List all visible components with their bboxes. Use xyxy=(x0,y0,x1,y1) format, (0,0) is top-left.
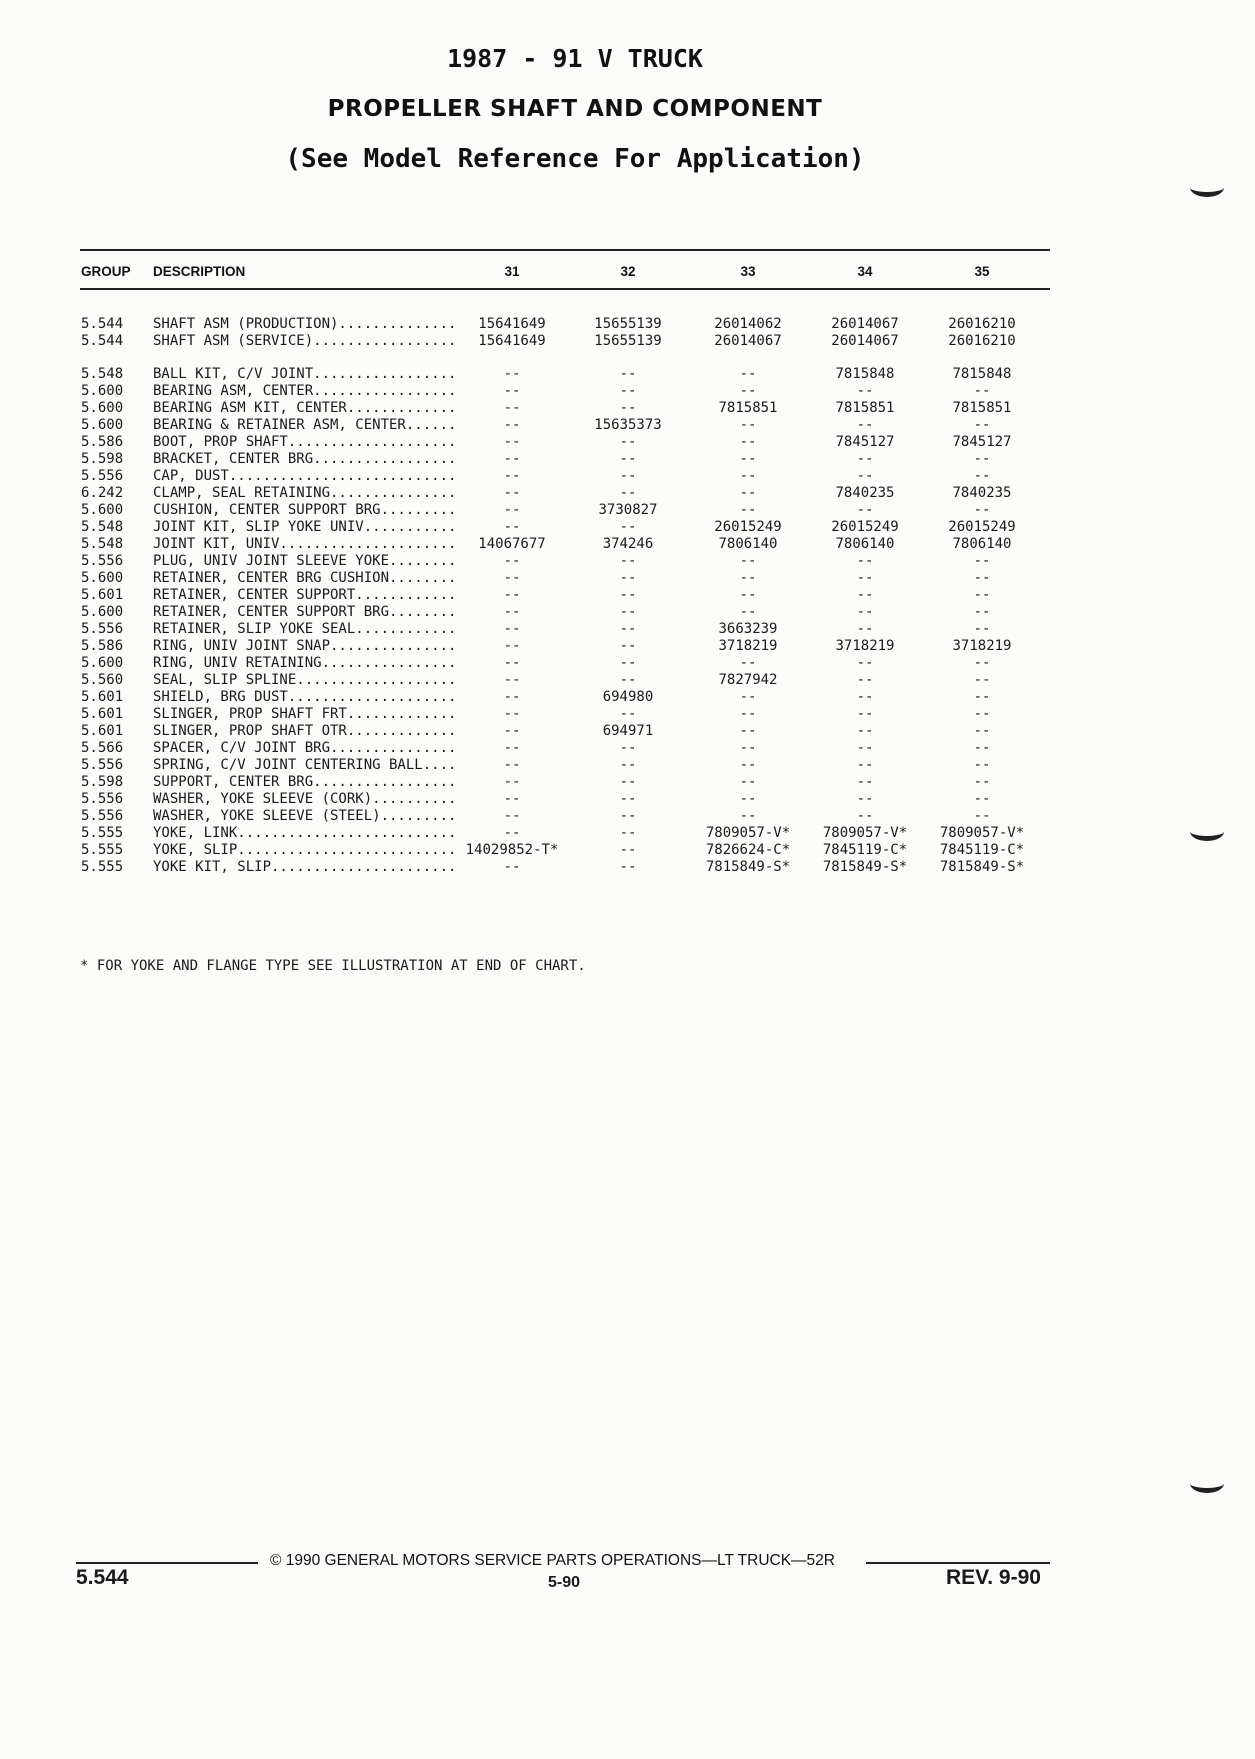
group-cell: 5.601 xyxy=(81,587,124,603)
group-cell: 5.556 xyxy=(81,791,124,807)
value-cell-32: -- xyxy=(619,774,637,790)
value-cell-34: -- xyxy=(856,723,874,739)
table-row xyxy=(0,570,1100,587)
value-cell-32: 694980 xyxy=(602,689,654,705)
description-cell: SHAFT ASM (SERVICE)................. xyxy=(153,333,457,349)
value-cell-32: -- xyxy=(619,570,637,586)
description-cell: RETAINER, SLIP YOKE SEAL............ xyxy=(153,621,457,637)
group-cell: 5.600 xyxy=(81,570,124,586)
value-cell-34: -- xyxy=(856,570,874,586)
value-cell-33: 26014067 xyxy=(714,333,782,349)
description-cell: RETAINER, CENTER SUPPORT............ xyxy=(153,587,457,603)
value-cell-34: 7845119-C* xyxy=(822,842,908,858)
group-cell: 5.586 xyxy=(81,434,124,450)
header-group: GROUP xyxy=(81,264,131,279)
value-cell-31: -- xyxy=(503,723,521,739)
description-cell: RETAINER, CENTER BRG CUSHION........ xyxy=(153,570,457,586)
value-cell-32: -- xyxy=(619,383,637,399)
value-cell-33: 7827942 xyxy=(718,672,778,688)
group-cell: 5.556 xyxy=(81,621,124,637)
value-cell-32: -- xyxy=(619,553,637,569)
description-cell: RETAINER, CENTER SUPPORT BRG........ xyxy=(153,604,457,620)
value-cell-31: -- xyxy=(503,672,521,688)
value-cell-34: -- xyxy=(856,774,874,790)
value-cell-32: -- xyxy=(619,825,637,841)
value-cell-34: -- xyxy=(856,604,874,620)
description-cell: SEAL, SLIP SPLINE................... xyxy=(153,672,457,688)
table-header-rule xyxy=(80,288,1050,290)
value-cell-33: -- xyxy=(739,808,757,824)
page-title: 1987 - 91 V TRUCK xyxy=(447,44,703,73)
group-cell: 5.548 xyxy=(81,366,124,382)
value-cell-35: -- xyxy=(973,655,991,671)
group-cell: 5.544 xyxy=(81,316,124,332)
value-cell-32: -- xyxy=(619,757,637,773)
value-cell-32: -- xyxy=(619,621,637,637)
value-cell-35: -- xyxy=(973,774,991,790)
binder-hole-top xyxy=(1190,178,1224,197)
table-row xyxy=(0,825,1100,842)
value-cell-35: 26016210 xyxy=(948,316,1016,332)
value-cell-35: 3718219 xyxy=(952,638,1012,654)
description-cell: WASHER, YOKE SLEEVE (STEEL)......... xyxy=(153,808,457,824)
value-cell-32: -- xyxy=(619,842,637,858)
value-cell-34: -- xyxy=(856,587,874,603)
value-cell-31: -- xyxy=(503,553,521,569)
group-cell: 5.555 xyxy=(81,859,124,875)
table-row xyxy=(0,757,1100,774)
value-cell-33: 7815851 xyxy=(718,400,778,416)
value-cell-34: 26015249 xyxy=(831,519,899,535)
value-cell-34: -- xyxy=(856,757,874,773)
copyright-line: © 1990 GENERAL MOTORS SERVICE PARTS OPERATIONS—LT TRUCK—52R xyxy=(270,1552,835,1569)
value-cell-34: -- xyxy=(856,740,874,756)
description-cell: SLINGER, PROP SHAFT OTR............. xyxy=(153,723,457,739)
value-cell-34: 7815848 xyxy=(835,366,895,382)
table-row xyxy=(0,655,1100,672)
value-cell-35: 26015249 xyxy=(948,519,1016,535)
group-cell: 6.242 xyxy=(81,485,124,501)
value-cell-31: 14067677 xyxy=(478,536,546,552)
value-cell-32: -- xyxy=(619,859,637,875)
group-cell: 5.555 xyxy=(81,825,124,841)
group-cell: 5.601 xyxy=(81,706,124,722)
group-cell: 5.548 xyxy=(81,536,124,552)
value-cell-31: -- xyxy=(503,808,521,824)
description-cell: BEARING & RETAINER ASM, CENTER...... xyxy=(153,417,457,433)
page-subtitle: PROPELLER SHAFT AND COMPONENT xyxy=(327,96,823,122)
value-cell-32: 15655139 xyxy=(594,333,662,349)
table-row xyxy=(0,383,1100,400)
description-cell: BOOT, PROP SHAFT.................... xyxy=(153,434,457,450)
value-cell-33: -- xyxy=(739,417,757,433)
table-row xyxy=(0,333,1100,350)
value-cell-32: 3730827 xyxy=(598,502,658,518)
value-cell-31: -- xyxy=(503,434,521,450)
header-col-35: 35 xyxy=(974,264,990,279)
description-cell: BEARING ASM, CENTER................. xyxy=(153,383,457,399)
table-row xyxy=(0,553,1100,570)
header-col-34: 34 xyxy=(857,264,873,279)
table-row xyxy=(0,808,1100,825)
table-row xyxy=(0,519,1100,536)
value-cell-35: -- xyxy=(973,383,991,399)
revision-label: REV. 9-90 xyxy=(946,1566,1041,1589)
value-cell-35: -- xyxy=(973,553,991,569)
value-cell-31: -- xyxy=(503,587,521,603)
value-cell-31: -- xyxy=(503,774,521,790)
value-cell-33: 7826624-C* xyxy=(705,842,791,858)
group-cell: 5.600 xyxy=(81,655,124,671)
group-cell: 5.601 xyxy=(81,723,124,739)
description-cell: BALL KIT, C/V JOINT................. xyxy=(153,366,457,382)
value-cell-35: -- xyxy=(973,740,991,756)
value-cell-33: 7806140 xyxy=(718,536,778,552)
value-cell-31: -- xyxy=(503,485,521,501)
value-cell-33: -- xyxy=(739,740,757,756)
value-cell-32: 374246 xyxy=(602,536,654,552)
value-cell-34: 7815849-S* xyxy=(822,859,908,875)
value-cell-35: 7815849-S* xyxy=(939,859,1025,875)
value-cell-34: 3718219 xyxy=(835,638,895,654)
value-cell-33: 3718219 xyxy=(718,638,778,654)
value-cell-34: 7806140 xyxy=(835,536,895,552)
binder-hole-middle xyxy=(1190,822,1224,841)
group-cell: 5.600 xyxy=(81,417,124,433)
value-cell-32: -- xyxy=(619,808,637,824)
group-cell: 5.560 xyxy=(81,672,124,688)
value-cell-35: 7845119-C* xyxy=(939,842,1025,858)
value-cell-34: 7840235 xyxy=(835,485,895,501)
value-cell-33: -- xyxy=(739,604,757,620)
value-cell-34: 7809057-V* xyxy=(822,825,908,841)
table-row xyxy=(0,604,1100,621)
description-cell: YOKE, SLIP.......................... xyxy=(153,842,457,858)
value-cell-31: 14029852-T* xyxy=(465,842,559,858)
value-cell-31: -- xyxy=(503,825,521,841)
group-cell: 5.600 xyxy=(81,502,124,518)
value-cell-33: -- xyxy=(739,655,757,671)
value-cell-31: -- xyxy=(503,757,521,773)
value-cell-32: 15655139 xyxy=(594,316,662,332)
value-cell-31: -- xyxy=(503,570,521,586)
value-cell-31: -- xyxy=(503,859,521,875)
value-cell-35: -- xyxy=(973,706,991,722)
group-cell: 5.598 xyxy=(81,774,124,790)
value-cell-32: -- xyxy=(619,485,637,501)
value-cell-34: 26014067 xyxy=(831,333,899,349)
group-cell: 5.600 xyxy=(81,604,124,620)
group-cell: 5.600 xyxy=(81,400,124,416)
table-top-rule xyxy=(80,249,1050,251)
description-cell: SPACER, C/V JOINT BRG............... xyxy=(153,740,457,756)
group-cell: 5.586 xyxy=(81,638,124,654)
description-cell: PLUG, UNIV JOINT SLEEVE YOKE........ xyxy=(153,553,457,569)
value-cell-35: -- xyxy=(973,468,991,484)
value-cell-33: -- xyxy=(739,757,757,773)
value-cell-32: -- xyxy=(619,400,637,416)
footnote: * FOR YOKE AND FLANGE TYPE SEE ILLUSTRATION AT END OF CHART. xyxy=(80,958,586,974)
value-cell-35: -- xyxy=(973,672,991,688)
value-cell-34: 7845127 xyxy=(835,434,895,450)
value-cell-34: -- xyxy=(856,468,874,484)
group-cell: 5.556 xyxy=(81,468,124,484)
value-cell-33: -- xyxy=(739,383,757,399)
page-group-number: 5.544 xyxy=(76,1566,129,1589)
value-cell-34: -- xyxy=(856,655,874,671)
header-col-33: 33 xyxy=(740,264,756,279)
table-row xyxy=(0,400,1100,417)
value-cell-32: -- xyxy=(619,587,637,603)
value-cell-31: -- xyxy=(503,604,521,620)
value-cell-32: -- xyxy=(619,366,637,382)
value-cell-32: 15635373 xyxy=(594,417,662,433)
value-cell-32: -- xyxy=(619,468,637,484)
description-cell: WASHER, YOKE SLEEVE (CORK).......... xyxy=(153,791,457,807)
value-cell-35: -- xyxy=(973,621,991,637)
value-cell-34: -- xyxy=(856,502,874,518)
table-row xyxy=(0,706,1100,723)
description-cell: SLINGER, PROP SHAFT FRT............. xyxy=(153,706,457,722)
table-row xyxy=(0,468,1100,485)
description-cell: BEARING ASM KIT, CENTER............. xyxy=(153,400,457,416)
value-cell-34: -- xyxy=(856,791,874,807)
value-cell-33: -- xyxy=(739,366,757,382)
value-cell-33: -- xyxy=(739,774,757,790)
value-cell-33: 26014062 xyxy=(714,316,782,332)
value-cell-33: -- xyxy=(739,791,757,807)
table-row xyxy=(0,672,1100,689)
value-cell-35: -- xyxy=(973,689,991,705)
value-cell-31: -- xyxy=(503,791,521,807)
value-cell-32: 694971 xyxy=(602,723,654,739)
value-cell-34: -- xyxy=(856,417,874,433)
value-cell-32: -- xyxy=(619,740,637,756)
value-cell-31: -- xyxy=(503,689,521,705)
value-cell-31: -- xyxy=(503,468,521,484)
value-cell-33: 7815849-S* xyxy=(705,859,791,875)
value-cell-35: 7845127 xyxy=(952,434,1012,450)
value-cell-34: 7815851 xyxy=(835,400,895,416)
value-cell-33: -- xyxy=(739,553,757,569)
value-cell-31: -- xyxy=(503,621,521,637)
description-cell: RING, UNIV JOINT SNAP............... xyxy=(153,638,457,654)
group-cell: 5.556 xyxy=(81,757,124,773)
table-row xyxy=(0,621,1100,638)
value-cell-35: -- xyxy=(973,808,991,824)
value-cell-32: -- xyxy=(619,519,637,535)
value-cell-35: -- xyxy=(973,604,991,620)
value-cell-32: -- xyxy=(619,451,637,467)
value-cell-35: -- xyxy=(973,723,991,739)
value-cell-33: -- xyxy=(739,468,757,484)
value-cell-34: -- xyxy=(856,383,874,399)
description-cell: YOKE, LINK.......................... xyxy=(153,825,457,841)
value-cell-34: -- xyxy=(856,689,874,705)
description-cell: BRACKET, CENTER BRG................. xyxy=(153,451,457,467)
value-cell-33: -- xyxy=(739,689,757,705)
group-cell: 5.555 xyxy=(81,842,124,858)
value-cell-35: -- xyxy=(973,757,991,773)
table-row xyxy=(0,842,1100,859)
value-cell-31: -- xyxy=(503,383,521,399)
value-cell-31: -- xyxy=(503,519,521,535)
table-row xyxy=(0,791,1100,808)
value-cell-32: -- xyxy=(619,672,637,688)
value-cell-31: -- xyxy=(503,502,521,518)
group-cell: 5.600 xyxy=(81,383,124,399)
value-cell-35: -- xyxy=(973,451,991,467)
value-cell-31: -- xyxy=(503,451,521,467)
group-cell: 5.556 xyxy=(81,553,124,569)
value-cell-35: 26016210 xyxy=(948,333,1016,349)
description-cell: SUPPORT, CENTER BRG................. xyxy=(153,774,457,790)
value-cell-35: -- xyxy=(973,587,991,603)
value-cell-32: -- xyxy=(619,706,637,722)
value-cell-34: -- xyxy=(856,451,874,467)
value-cell-33: -- xyxy=(739,570,757,586)
description-cell: YOKE KIT, SLIP...................... xyxy=(153,859,457,875)
table-row xyxy=(0,859,1100,876)
value-cell-33: -- xyxy=(739,434,757,450)
value-cell-31: -- xyxy=(503,706,521,722)
page-number: 5-90 xyxy=(548,1574,581,1591)
value-cell-33: -- xyxy=(739,451,757,467)
value-cell-34: 26014067 xyxy=(831,316,899,332)
value-cell-33: 26015249 xyxy=(714,519,782,535)
value-cell-35: 7815848 xyxy=(952,366,1012,382)
value-cell-33: 3663239 xyxy=(718,621,778,637)
table-row xyxy=(0,366,1100,383)
value-cell-34: -- xyxy=(856,706,874,722)
value-cell-35: 7809057-V* xyxy=(939,825,1025,841)
value-cell-33: -- xyxy=(739,587,757,603)
value-cell-33: -- xyxy=(739,706,757,722)
value-cell-33: 7809057-V* xyxy=(705,825,791,841)
value-cell-31: -- xyxy=(503,400,521,416)
application-note: (See Model Reference For Application) xyxy=(285,144,865,174)
value-cell-31: -- xyxy=(503,638,521,654)
group-cell: 5.601 xyxy=(81,689,124,705)
value-cell-32: -- xyxy=(619,638,637,654)
description-cell: SHAFT ASM (PRODUCTION).............. xyxy=(153,316,457,332)
value-cell-31: -- xyxy=(503,740,521,756)
table-row xyxy=(0,434,1100,451)
group-cell: 5.548 xyxy=(81,519,124,535)
value-cell-35: -- xyxy=(973,570,991,586)
header-col-32: 32 xyxy=(620,264,636,279)
header-col-31: 31 xyxy=(504,264,520,279)
description-cell: CLAMP, SEAL RETAINING............... xyxy=(153,485,457,501)
description-cell: CAP, DUST........................... xyxy=(153,468,457,484)
table-row xyxy=(0,316,1100,333)
value-cell-35: 7815851 xyxy=(952,400,1012,416)
value-cell-33: -- xyxy=(739,485,757,501)
table-row xyxy=(0,536,1100,553)
value-cell-34: -- xyxy=(856,672,874,688)
value-cell-32: -- xyxy=(619,791,637,807)
description-cell: JOINT KIT, UNIV..................... xyxy=(153,536,457,552)
description-cell: SHIELD, BRG DUST.................... xyxy=(153,689,457,705)
footer-rule-right xyxy=(866,1562,1050,1564)
group-cell: 5.556 xyxy=(81,808,124,824)
table-row xyxy=(0,587,1100,604)
table-row xyxy=(0,689,1100,706)
table-row xyxy=(0,774,1100,791)
table-row xyxy=(0,417,1100,434)
value-cell-35: 7806140 xyxy=(952,536,1012,552)
group-cell: 5.566 xyxy=(81,740,124,756)
value-cell-31: 15641649 xyxy=(478,316,546,332)
value-cell-31: 15641649 xyxy=(478,333,546,349)
table-row xyxy=(0,740,1100,757)
table-row xyxy=(0,502,1100,519)
table-row xyxy=(0,723,1100,740)
value-cell-33: -- xyxy=(739,723,757,739)
value-cell-33: -- xyxy=(739,502,757,518)
group-cell: 5.544 xyxy=(81,333,124,349)
value-cell-34: -- xyxy=(856,553,874,569)
value-cell-35: -- xyxy=(973,417,991,433)
value-cell-35: 7840235 xyxy=(952,485,1012,501)
description-cell: JOINT KIT, SLIP YOKE UNIV........... xyxy=(153,519,457,535)
table-row xyxy=(0,485,1100,502)
value-cell-35: -- xyxy=(973,791,991,807)
table-row xyxy=(0,638,1100,655)
header-description: DESCRIPTION xyxy=(153,264,246,279)
group-cell: 5.598 xyxy=(81,451,124,467)
description-cell: RING, UNIV RETAINING................ xyxy=(153,655,457,671)
binder-hole-bottom xyxy=(1190,1474,1224,1493)
value-cell-32: -- xyxy=(619,604,637,620)
value-cell-34: -- xyxy=(856,621,874,637)
description-cell: CUSHION, CENTER SUPPORT BRG......... xyxy=(153,502,457,518)
description-cell: SPRING, C/V JOINT CENTERING BALL.... xyxy=(153,757,457,773)
value-cell-31: -- xyxy=(503,417,521,433)
value-cell-34: -- xyxy=(856,808,874,824)
value-cell-31: -- xyxy=(503,655,521,671)
table-row xyxy=(0,451,1100,468)
footer-rule-left xyxy=(76,1562,258,1564)
value-cell-31: -- xyxy=(503,366,521,382)
value-cell-32: -- xyxy=(619,655,637,671)
value-cell-35: -- xyxy=(973,502,991,518)
value-cell-32: -- xyxy=(619,434,637,450)
